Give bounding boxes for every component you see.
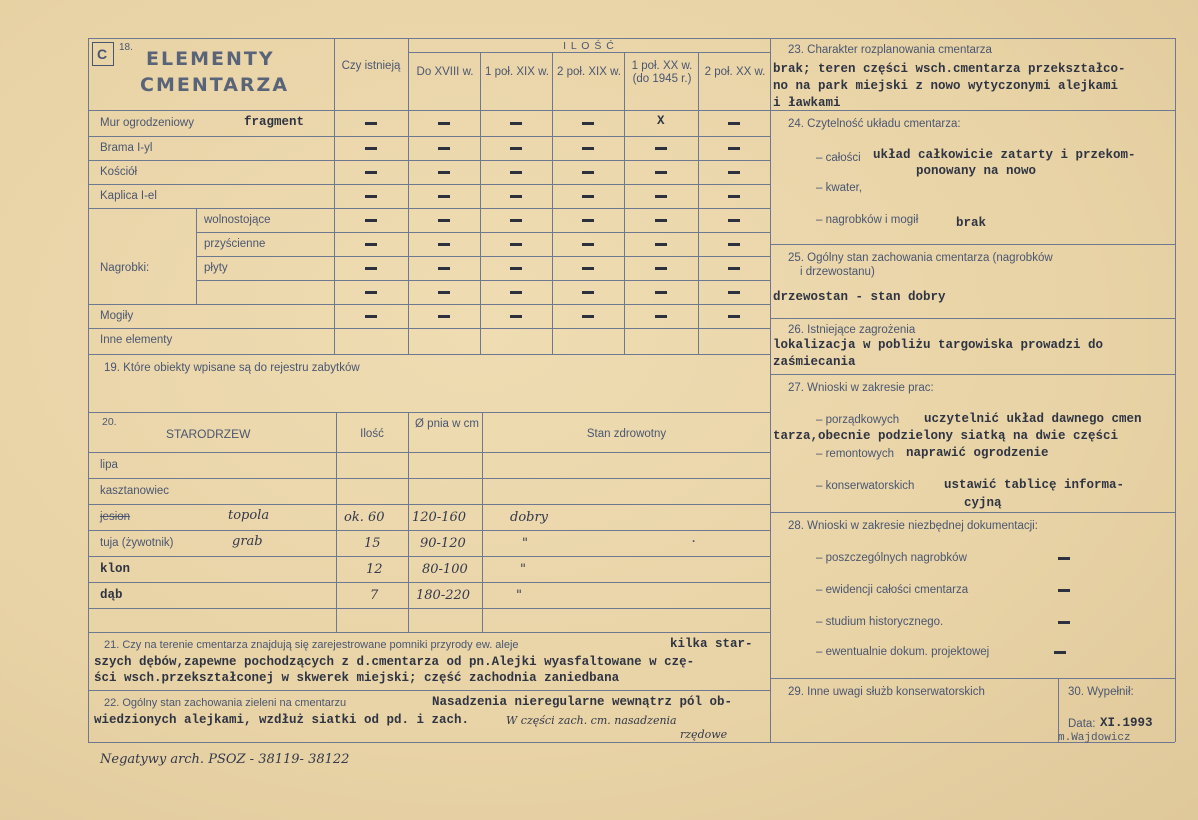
mark-dash-r7-c3 xyxy=(510,267,522,270)
tree-row-6-health: " xyxy=(516,588,522,603)
q27-conserv-typed-2: cyjną xyxy=(964,496,1002,510)
q21-typed-2: szych dębów,zapewne pochodzących z d.cmentarza od pn.Alejki wyasfaltowane w czę- xyxy=(94,655,695,669)
q26-typed-2: zaśmiecania xyxy=(773,355,856,369)
q20-number: 20. xyxy=(102,416,117,428)
footer-negatives: Negatywy arch. PSOZ - 38119- 38122 xyxy=(100,752,350,767)
row-label-chapel: Kaplica I-el xyxy=(100,190,157,202)
q20-title: STARODRZEW xyxy=(166,427,251,441)
mark-dash-r2-c2 xyxy=(438,147,450,150)
q22-label: 22. Ogólny stan zachowania zieleni na cmentarzu xyxy=(104,697,347,709)
q29-label: 29. Inne uwagi służb konserwatorskich xyxy=(788,686,985,698)
q28-item-2: – ewidencji całości cmentarza xyxy=(816,584,969,596)
mark-dash-r6-c3 xyxy=(510,243,522,246)
mark-dash-r7-c6 xyxy=(728,267,740,270)
mark-dash-r1-c2 xyxy=(438,122,450,125)
q21-typed-3: ści wsch.przekształconej w skwerek miejski; część zachodnia zaniedbana xyxy=(94,671,620,685)
q22-hand-2: rzędowe xyxy=(680,728,728,741)
q28-label: 28. Wnioski w zakresie niezbędnej dokumentacji: xyxy=(788,520,1038,532)
q24-quarters: – kwater, xyxy=(816,182,863,194)
mark-dash-r5-c3 xyxy=(510,219,522,222)
q30-name: m.Wajdowicz xyxy=(1058,732,1131,744)
q27-label: 27. Wnioski w zakresie prac: xyxy=(788,382,934,394)
mark-dash-r9-c3 xyxy=(510,315,522,318)
header-col-4: 1 poł. XX w. (do 1945 r.) xyxy=(631,60,693,86)
mark-dash-r5-c6 xyxy=(728,219,740,222)
mark-dash-r3-c1 xyxy=(365,171,377,174)
row-label-gate: Brama I-yl xyxy=(100,142,153,154)
section-number: 18. xyxy=(119,42,133,53)
mark-dash-r7-c5 xyxy=(655,267,667,270)
q30-date-label: Data: xyxy=(1068,718,1096,730)
mark-dash-r9-c1 xyxy=(365,315,377,318)
mark-dash-r2-c1 xyxy=(365,147,377,150)
frame-top xyxy=(88,38,1175,39)
tree-row-1-label: lipa xyxy=(100,459,118,471)
mark-dash-r5-c5 xyxy=(655,219,667,222)
tree-row-3-qty: ok. 60 xyxy=(344,510,385,525)
mark-dash-r4-c4 xyxy=(582,195,594,198)
q27-repair: – remontowych xyxy=(816,448,894,460)
section-code: C xyxy=(97,46,108,62)
mark-dash-r6-c1 xyxy=(365,243,377,246)
q28-mark-1 xyxy=(1058,557,1070,560)
header-col-3: 2 poł. XIX w. xyxy=(557,66,621,78)
mark-x-r1-c5: X xyxy=(657,114,665,128)
q21-typed-1: kilka star- xyxy=(670,637,753,651)
mark-dash-r1-c3 xyxy=(510,122,522,125)
header-col-1: Do XVIII w. xyxy=(416,66,474,78)
tree-row-5-typed: klon xyxy=(100,562,131,576)
mark-dash-r8-c1 xyxy=(365,291,377,294)
section-code-box xyxy=(92,42,114,66)
frame-left xyxy=(88,38,89,742)
q26-typed-1: lokalizacja w pobliżu targowiska prowadzi do xyxy=(773,338,1104,352)
tree-row-6-qty: 7 xyxy=(370,588,379,603)
q27-repair-typed: naprawić ogrodzenie xyxy=(906,446,1049,460)
q28-mark-3 xyxy=(1058,621,1070,624)
q24-whole-typed-2: ponowany na nowo xyxy=(916,164,1037,178)
q22-typed-1: Nasadzenia nieregularne wewnątrz pól ob- xyxy=(432,695,733,709)
header-col-2: 1 poł. XIX w. xyxy=(485,66,549,78)
q22-hand-1: W części zach. cm. nasadzenia xyxy=(506,714,677,727)
q19-label: 19. Które obiekty wpisane są do rejestru zabytków xyxy=(104,362,360,374)
q25-label-2: i drzewostanu) xyxy=(800,266,875,278)
mark-dash-r2-c3 xyxy=(510,147,522,150)
mark-dash-r3-c2 xyxy=(438,171,450,174)
mark-dash-r4-c6 xyxy=(728,195,740,198)
header-quantity: I L O Ś Ć xyxy=(563,40,615,52)
tree-row-3-diam: 120-160 xyxy=(412,510,467,525)
q24-whole: – całości xyxy=(816,152,861,164)
tree-row-3-health: dobry xyxy=(510,510,549,525)
mark-dash-r6-c2 xyxy=(438,243,450,246)
row-label-graves: Nagrobki: xyxy=(100,262,150,274)
row-label-church: Kościół xyxy=(100,166,138,178)
mark-dash-r5-c1 xyxy=(365,219,377,222)
mark-dash-r1-c6 xyxy=(728,122,740,125)
q24-label: 24. Czytelność układu cmentarza: xyxy=(788,118,961,130)
q27-order-typed-1: uczytelnić układ dawnego cmen xyxy=(924,412,1142,426)
tree-row-5-health: " xyxy=(520,562,526,577)
q28-mark-2 xyxy=(1058,589,1070,592)
mark-dash-r9-c4 xyxy=(582,315,594,318)
header-exists: Czy istnieją xyxy=(341,60,401,72)
mark-dash-r9-c5 xyxy=(655,315,667,318)
mark-dash-r3-c3 xyxy=(510,171,522,174)
q23-label: 23. Charakter rozplanowania cmentarza xyxy=(788,44,992,56)
q23-typed-1: brak; teren części wsch.cmentarza przekształco- xyxy=(773,62,1126,76)
row-label-wall: Mur ogrodzeniowy xyxy=(100,117,194,129)
q27-conserv: – konserwatorskich xyxy=(816,480,915,492)
q21-label: 21. Czy na terenie cmentarza znajdują się zarejestrowane pomniki przyrody ew. aleje xyxy=(104,639,519,651)
mark-dash-r6-c4 xyxy=(582,243,594,246)
row-label-freestanding: wolnostojące xyxy=(204,214,271,226)
q20-col-health: Stan zdrowotny xyxy=(586,428,667,440)
q24-graves-typed: brak xyxy=(956,216,987,230)
q22-typed-2: wiedzionych alejkami, wzdłuż siatki od pd. i zach. xyxy=(94,713,470,727)
row-label-slabs: płyty xyxy=(204,262,228,274)
tree-row-3-hand: topola xyxy=(228,508,270,523)
row-typed-wall: fragment xyxy=(244,115,305,129)
tree-row-4-label: tuja (żywotnik) xyxy=(100,537,174,549)
tree-row-4-diam: 90-120 xyxy=(420,536,466,551)
q28-item-4: – ewentualnie dokum. projektowej xyxy=(816,646,990,658)
mark-dash-r5-c2 xyxy=(438,219,450,222)
q20-col-qty: Ilość xyxy=(360,428,384,440)
frame-bottom xyxy=(88,742,1175,743)
mark-dash-r6-c5 xyxy=(655,243,667,246)
mark-dash-r4-c3 xyxy=(510,195,522,198)
tree-row-5-diam: 80-100 xyxy=(422,562,468,577)
mark-dash-r9-c6 xyxy=(728,315,740,318)
mark-dash-r7-c4 xyxy=(582,267,594,270)
form-title-line2: CMENTARZA xyxy=(140,74,290,96)
mark-dash-r3-c4 xyxy=(582,171,594,174)
mark-dash-r5-c4 xyxy=(582,219,594,222)
q27-order: – porządkowych xyxy=(816,414,900,426)
q28-item-1: – poszczególnych nagrobków xyxy=(816,552,967,564)
q23-typed-2: no na park miejski z nowo wytyczonymi alejkami xyxy=(773,79,1119,93)
tree-row-3-label: jesion xyxy=(100,511,131,523)
tree-row-2-label: kasztanowiec xyxy=(100,485,170,497)
tree-row-5-qty: 12 xyxy=(366,562,383,577)
mark-dash-r8-c2 xyxy=(438,291,450,294)
mark-dash-r2-c4 xyxy=(582,147,594,150)
mark-dash-r9-c2 xyxy=(438,315,450,318)
q28-mark-4 xyxy=(1054,651,1066,654)
header-col-5: 2 poł. XX w. xyxy=(704,66,766,78)
mark-dash-r8-c3 xyxy=(510,291,522,294)
q20-col-diam: Ø pnia w cm xyxy=(415,418,479,430)
q26-label: 26. Istniejące zagrożenia xyxy=(788,324,916,336)
mark-dash-r4-c5 xyxy=(655,195,667,198)
q28-item-3: – studium historycznego. xyxy=(816,616,944,628)
mark-dash-r7-c2 xyxy=(438,267,450,270)
tree-row-6-diam: 180-220 xyxy=(416,588,471,603)
tree-row-4-hand: grab xyxy=(232,534,263,549)
mark-dash-r1-c1 xyxy=(365,122,377,125)
row-label-mounds: Mogiły xyxy=(100,310,134,322)
mark-dash-r2-c6 xyxy=(728,147,740,150)
tree-row-4-qty: 15 xyxy=(364,536,381,551)
tree-row-6-typed: dąb xyxy=(100,588,123,602)
mark-dash-r3-c6 xyxy=(728,171,740,174)
column-divider xyxy=(770,38,771,742)
mark-dash-r7-c1 xyxy=(365,267,377,270)
mark-dash-r4-c2 xyxy=(438,195,450,198)
mark-dash-r8-c4 xyxy=(582,291,594,294)
mark-dash-r4-c1 xyxy=(365,195,377,198)
q25-typed: drzewostan - stan dobry xyxy=(773,290,946,304)
mark-dash-r8-c6 xyxy=(728,291,740,294)
q24-graves: – nagrobków i mogił xyxy=(816,214,919,226)
row-label-wall-mounted: przyścienne xyxy=(204,238,266,250)
stray-dot: · xyxy=(692,536,696,548)
form-title-line1: ELEMENTY xyxy=(146,48,275,70)
row-label-other: Inne elementy xyxy=(100,334,173,346)
q30-label: 30. Wypełnił: xyxy=(1068,686,1134,698)
mark-dash-r1-c4 xyxy=(582,122,594,125)
mark-dash-r8-c5 xyxy=(655,291,667,294)
q24-whole-typed-1: układ całkowicie zatarty i przekom- xyxy=(873,148,1136,162)
tree-row-4-health: " xyxy=(522,536,528,551)
frame-right xyxy=(1175,38,1176,742)
q27-conserv-typed-1: ustawić tablicę informa- xyxy=(944,478,1125,492)
q30-date-value: XI.1993 xyxy=(1100,716,1153,730)
q23-typed-3: i ławkami xyxy=(773,96,841,110)
mark-dash-r2-c5 xyxy=(655,147,667,150)
mark-dash-r6-c6 xyxy=(728,243,740,246)
q27-order-typed-2: tarza,obecnie podzielony siatką na dwie części xyxy=(773,429,1119,443)
mark-dash-r3-c5 xyxy=(655,171,667,174)
q25-label-1: 25. Ogólny stan zachowania cmentarza (nagrobków xyxy=(788,252,1053,264)
